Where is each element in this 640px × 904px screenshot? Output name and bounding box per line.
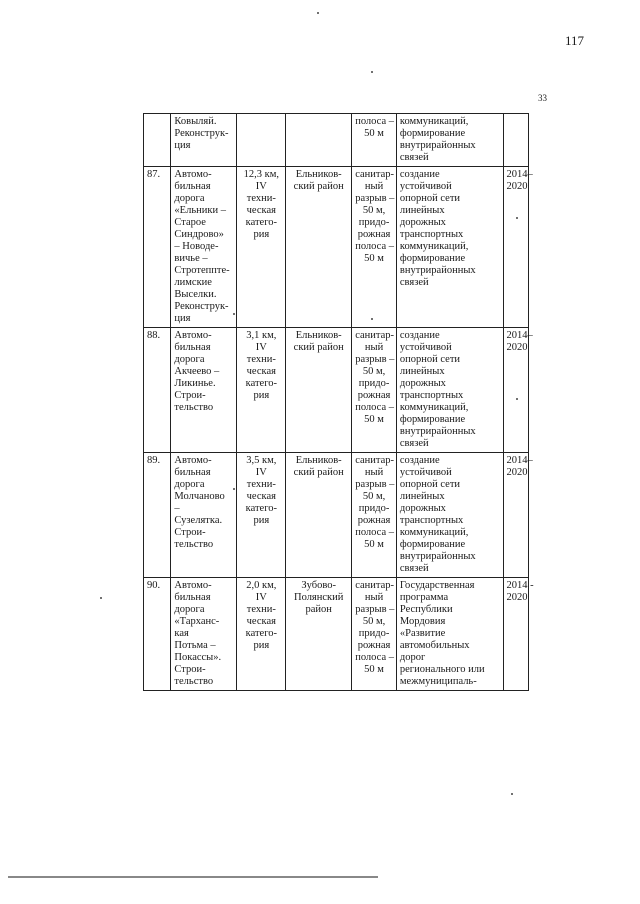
cell-line: транспортных [399,229,464,240]
cell-line: рия [253,390,270,401]
cell-line: дорога [174,193,205,204]
cell-line: ческая [246,491,276,502]
cell-line: коммуникаций, [399,402,469,413]
zone-cell [352,114,397,167]
cell-line: создание [399,169,440,180]
cell-line: 2014– [506,169,533,180]
parameters-cell [237,328,286,453]
cell-line: транспортных [399,515,464,526]
scan-speck [233,313,235,315]
cell-line: ческая [246,616,276,627]
cell-line: тельство [174,539,214,550]
cell-line: 3,5 км, [246,455,277,466]
period-cell [503,578,534,691]
cell-line: Ликинье. [174,378,216,389]
cell-line: линейных [399,366,445,377]
cell-line: дорог [399,652,426,663]
cell-line: Выселки. [174,289,217,300]
cell-line: IV [255,592,267,603]
cell-line: Республики [399,604,453,615]
cell-line: связей [399,277,429,288]
cell-line: Автомо- [174,580,212,591]
cell-line: 50 м [364,253,384,264]
cell-line: Строи- [174,527,206,538]
cell-line: придо- [358,503,390,514]
cell-line: Старое [174,217,206,228]
cell-line: 2020 [506,181,528,192]
cell-line: связей [399,563,429,574]
cell-line: Мордовия [399,616,446,627]
cell-line: рия [253,515,270,526]
cell-line: создание [399,455,440,466]
period-cell [503,167,533,328]
cell-line: Сузелятка. [174,515,223,526]
cell-line: санитар- [355,330,395,341]
cell-line: межмуниципаль- [399,676,477,687]
cell-line: 50 м [364,539,384,550]
cell-line: 2020 [506,467,528,478]
cell-line: придо- [358,378,390,389]
location-cell [286,578,352,691]
cell-line: тельство [174,676,214,687]
cell-line: «Развитие [399,628,446,639]
cell-line: Синдрово» [174,229,224,240]
cell-line: тельство [174,402,214,413]
object-name-cell [171,578,237,691]
cell-line: рожная [357,640,391,651]
cell-line: дорога [174,604,205,615]
cell-line: регионального или [399,664,485,675]
cell-line: «Тарханс- [174,616,220,627]
cell-line: опорной сети [399,479,461,490]
cell-line: 50 м [364,664,384,675]
cell-line: полоса – [355,402,395,413]
cell-line: рожная [357,515,391,526]
cell-line: бильная [174,342,211,353]
cell-line: – [174,503,180,514]
cell-line: Автомо- [174,455,212,466]
page-number: 117 [565,33,585,48]
cell-line: Ковыляй. [174,116,217,127]
cell-line: Строи- [174,664,206,675]
cell-line: разрыв – [355,604,395,615]
cell-line: ский район [293,342,344,353]
cell-line: ция [174,313,191,324]
cell-line: катего- [245,378,277,389]
cell-line: вичье – [174,253,208,264]
cell-line: техни- [246,193,276,204]
cell-line: 50 м [364,414,384,425]
cell-line: устойчивой [399,342,452,353]
cell-line: рия [253,640,270,651]
cell-line: 2014– [506,455,533,466]
cell-line: ческая [246,366,276,377]
cell-line: 50 м, [362,616,386,627]
cell-line: линейных [399,491,445,502]
cell-line: катего- [245,217,277,228]
scan-speck [516,398,518,400]
zone-cell [352,453,397,578]
cell-line: катего- [245,628,277,639]
location-cell [286,114,352,167]
table-row [144,167,529,328]
cell-line: рия [253,229,270,240]
cell-line: полоса – [355,116,395,127]
cell-line: создание [399,330,440,341]
cell-line: лимские [174,277,212,288]
table-row [144,114,529,167]
cell-line: Государственная [399,580,475,591]
cell-line: Реконструк- [174,301,229,312]
cell-line: связей [399,152,429,163]
cell-line: санитар- [355,169,395,180]
cell-line: Зубово- [301,580,336,591]
sub-page-number: 33 [538,93,547,103]
cell-line: IV [255,181,267,192]
cell-line: придо- [358,217,390,228]
cell-line: рожная [357,390,391,401]
scan-speck [100,597,102,599]
cell-line: Потьма – [174,640,216,651]
cell-line: ция [174,140,191,151]
cell-line: формирование [399,539,466,550]
scan-edge-line [8,876,378,878]
cell-line: внутрирайонных [399,551,476,562]
cell-line: 50 м, [362,205,386,216]
cell-line: 50 м, [362,491,386,502]
scan-speck [511,793,513,795]
cell-line: программа [399,592,449,603]
zone-cell [352,328,397,453]
cell-line: внутрирайонных [399,140,476,151]
cell-line: Полянский [294,592,344,603]
cell-line: 2014 - [506,580,534,591]
object-name-cell [171,328,237,453]
cell-line: придо- [358,628,390,639]
cell-line: Ельников- [295,330,342,341]
cell-line: санитар- [355,580,395,591]
cell-line: район [305,604,332,615]
object-name-cell [171,453,237,578]
cell-line: рожная [357,229,391,240]
row-number: 88. [144,328,171,453]
cell-line: формирование [399,128,466,139]
cell-line: техни- [246,354,276,365]
cell-line: ный [364,342,384,353]
cell-line: дорожных [399,503,446,514]
cell-line: Автомо- [174,169,212,180]
table-row [144,578,529,691]
cell-line: Покассы». [174,652,222,663]
purpose-cell [396,167,503,328]
object-name-cell [171,114,237,167]
cell-line: коммуникаций, [399,527,469,538]
cell-line: техни- [246,604,276,615]
table-row [144,453,529,578]
cell-line: Автомо- [174,330,212,341]
cell-line: формирование [399,414,466,425]
cell-line: разрыв – [355,354,395,365]
cell-line: катего- [245,503,277,514]
cell-line: Строи- [174,390,206,401]
cell-line: разрыв – [355,479,395,490]
row-number: 90. [144,578,171,691]
period-cell [503,453,533,578]
table-row [144,328,529,453]
cell-line: Стротеппте- [174,265,230,276]
period-cell [503,328,533,453]
cell-line: ский район [293,467,344,478]
cell-line: связей [399,438,429,449]
cell-line: автомобильных [399,640,470,651]
cell-line: полоса – [355,652,395,663]
cell-line: устойчивой [399,467,452,478]
document-table [143,113,534,691]
cell-line: ческая [246,205,276,216]
parameters-cell [237,578,286,691]
cell-line: санитар- [355,455,395,466]
cell-line: 12,3 км, [243,169,279,180]
zone-cell [352,578,397,691]
cell-line: ный [364,592,384,603]
cell-line: полоса – [355,527,395,538]
cell-line: опорной сети [399,354,461,365]
cell-line: 50 м [364,128,384,139]
parameters-cell [237,114,286,167]
cell-line: устойчивой [399,181,452,192]
cell-line: ный [364,467,384,478]
row-number: 87. [144,167,171,328]
cell-line: разрыв – [355,193,395,204]
period-cell [503,114,528,167]
cell-line: бильная [174,181,211,192]
purpose-cell [396,453,503,578]
scan-speck [516,217,518,219]
cell-line: дорожных [399,378,446,389]
cell-line: дорога [174,354,205,365]
cell-line: полоса – [355,241,395,252]
purpose-cell [396,114,503,167]
cell-line: Ельников- [295,455,342,466]
zone-cell [352,167,397,328]
cell-line: 2020 [506,342,528,353]
cell-line: Реконструк- [174,128,229,139]
purpose-cell [396,578,503,691]
cell-line: формирование [399,253,466,264]
cell-line: внутрирайонных [399,426,476,437]
cell-line: 2014– [506,330,533,341]
location-cell [286,167,352,328]
cell-line: транспортных [399,390,464,401]
cell-line: 3,1 км, [246,330,277,341]
cell-line: техни- [246,479,276,490]
cell-line: коммуникаций, [399,116,469,127]
cell-line: кая [174,628,189,639]
cell-line: бильная [174,592,211,603]
cell-line: IV [255,467,267,478]
cell-line: дорога [174,479,205,490]
cell-line: Акчеево – [174,366,220,377]
row-number [144,114,171,167]
cell-line: IV [255,342,267,353]
scan-speck [371,318,373,320]
cell-line: – Новоде- [174,241,219,252]
row-number: 89. [144,453,171,578]
cell-line: бильная [174,467,211,478]
cell-line: 2,0 км, [246,580,277,591]
scan-speck [371,71,373,73]
cell-line: дорожных [399,217,446,228]
cell-line: 2020 [506,592,528,603]
cell-line: 50 м, [362,366,386,377]
cell-line: внутрирайонных [399,265,476,276]
cell-line: ный [364,181,384,192]
cell-line: «Ельники – [174,205,226,216]
cell-line: опорной сети [399,193,461,204]
object-name-cell [171,167,237,328]
location-cell [286,328,352,453]
parameters-cell [237,167,286,328]
cell-line: ский район [293,181,344,192]
cell-line: Ельников- [295,169,342,180]
parameters-cell [237,453,286,578]
cell-line: линейных [399,205,445,216]
purpose-cell [396,328,503,453]
cell-line: Молчаново [174,491,225,502]
location-cell [286,453,352,578]
cell-line: коммуникаций, [399,241,469,252]
scan-speck [233,488,235,490]
scan-speck [317,12,319,14]
